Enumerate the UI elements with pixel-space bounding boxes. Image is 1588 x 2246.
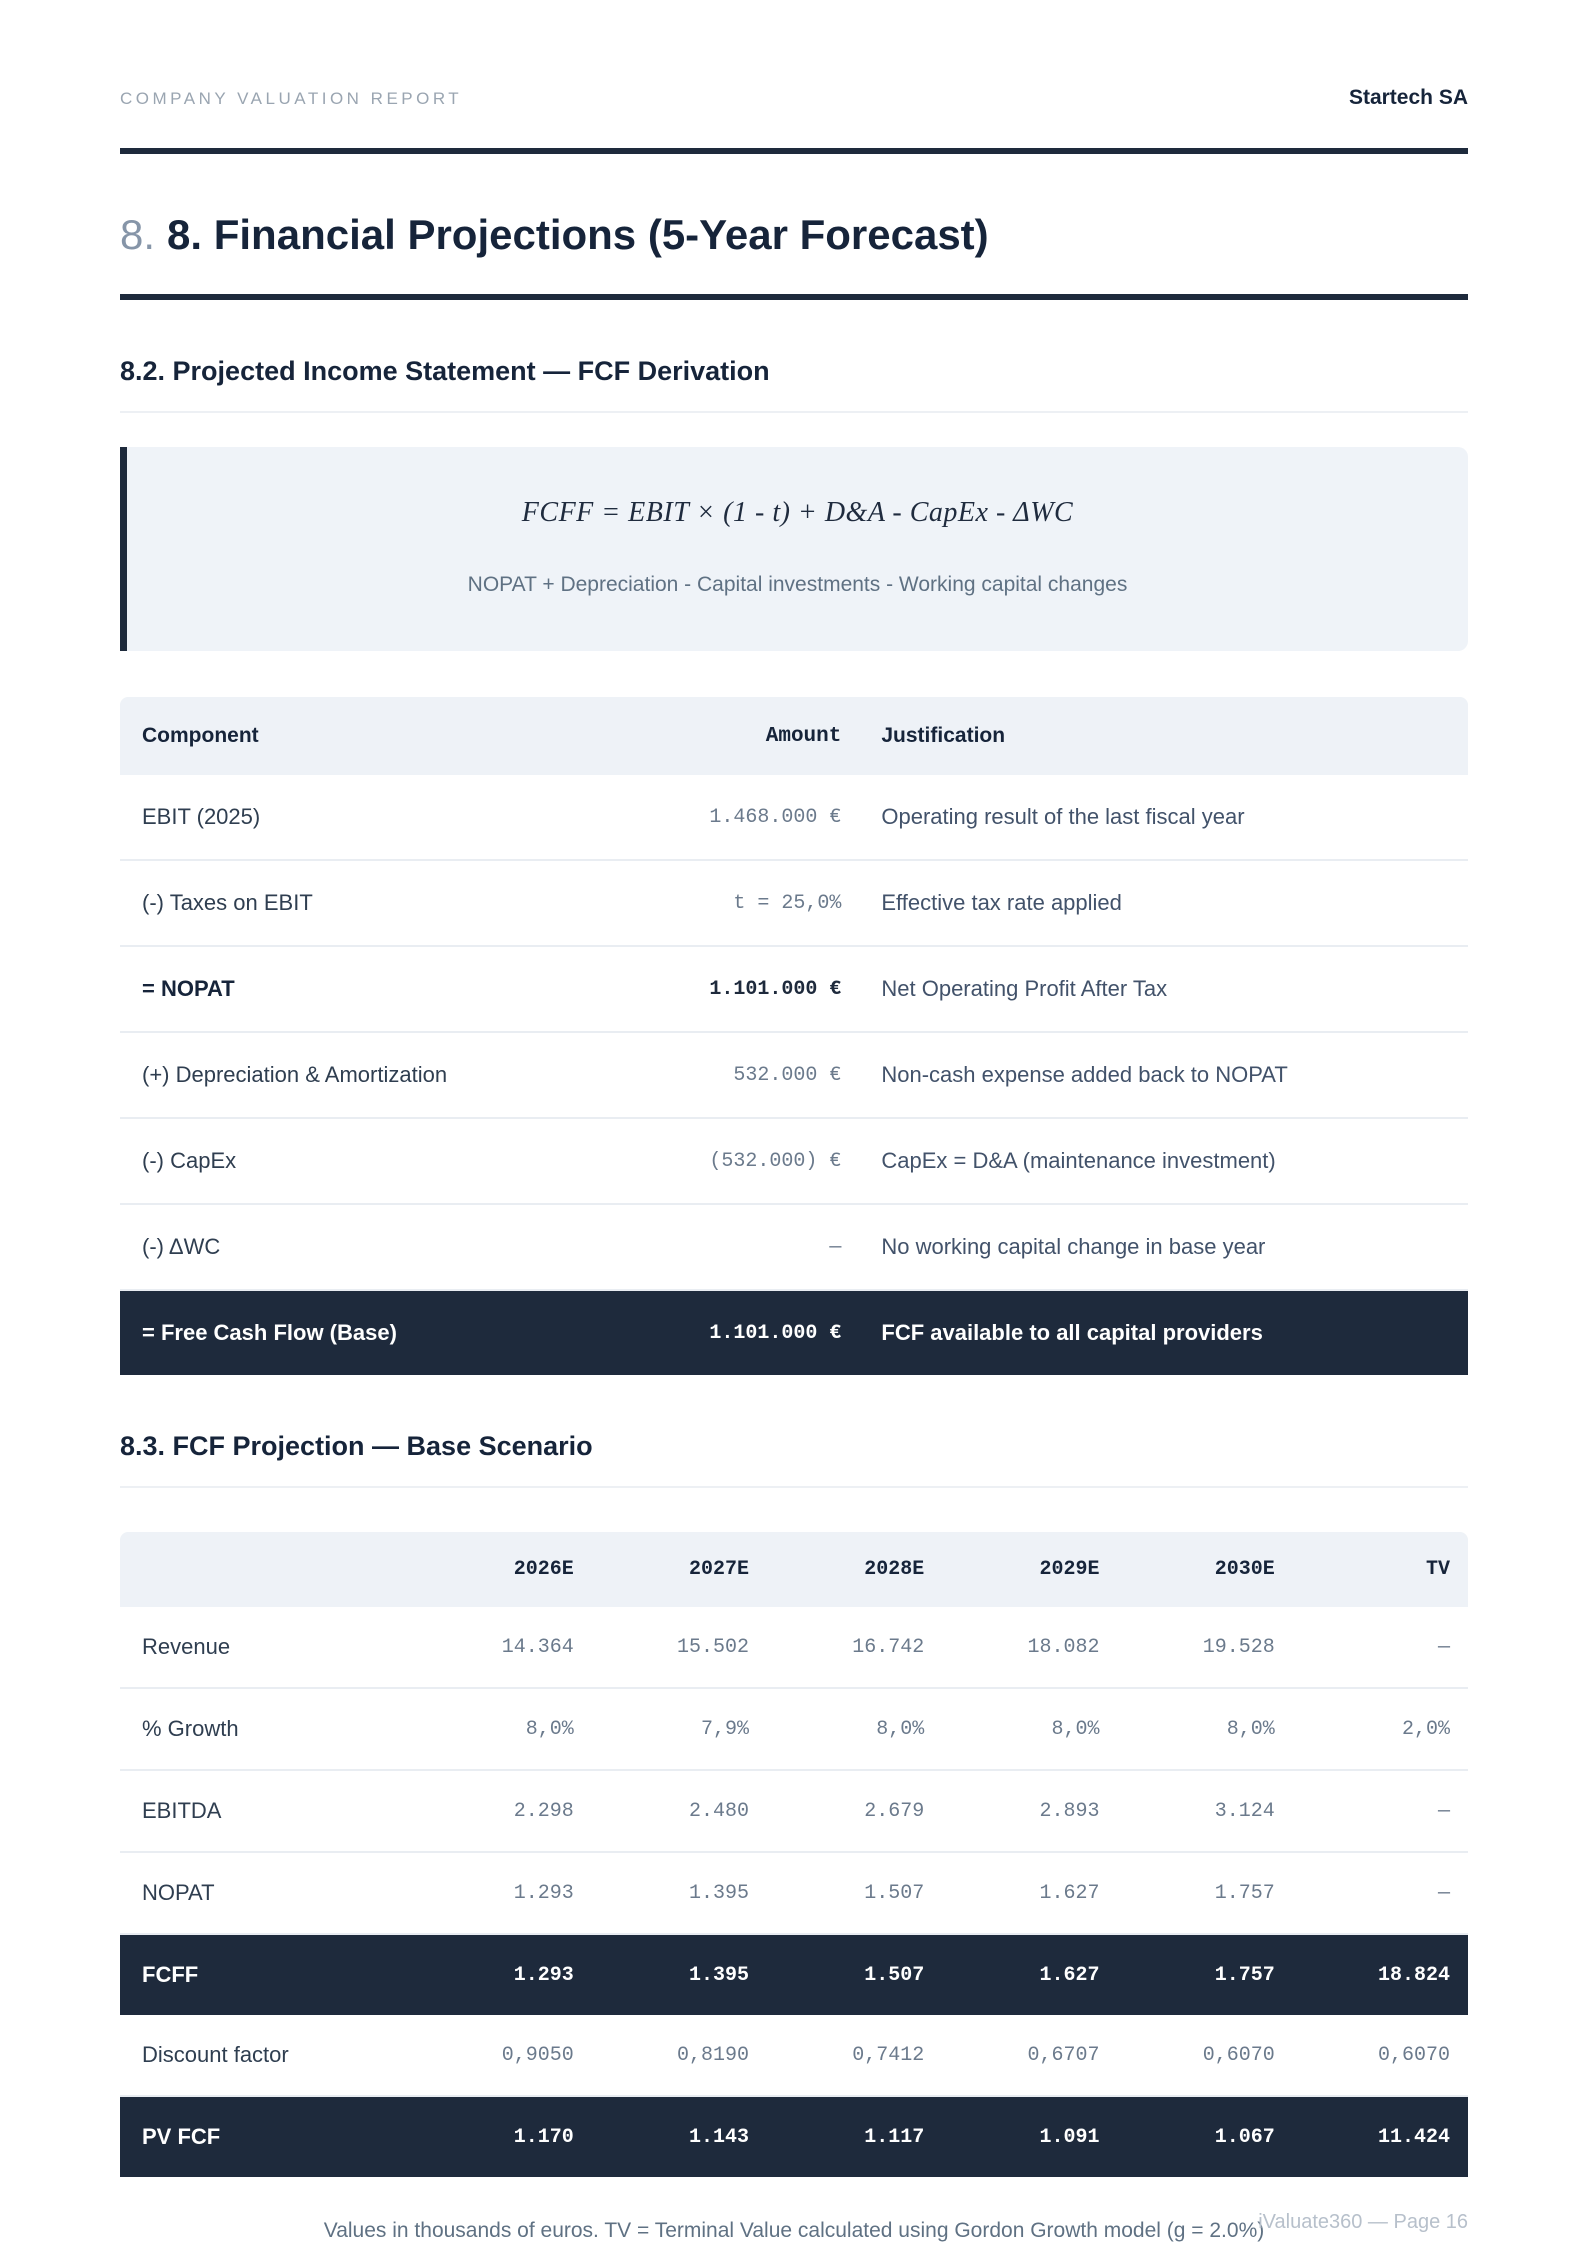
row-label: PV FCF [120, 2096, 417, 2177]
column-header-2028e: 2028E [767, 1532, 942, 1607]
projection-row-revenue [120, 1607, 1468, 1688]
row-label: EBITDA [120, 1770, 417, 1852]
justification-cell: Effective tax rate applied [861, 860, 1468, 946]
company-name: Startech SA [1348, 86, 1468, 109]
value-cell: 1.395 [592, 1934, 767, 2015]
value-cell: 0,6070 [1293, 2015, 1468, 2096]
justification-cell: Net Operating Profit After Tax [861, 946, 1468, 1032]
value-cell: 16.742 [767, 1607, 942, 1688]
column-header-2029e: 2029E [942, 1532, 1117, 1607]
component-cell: (-) Taxes on EBIT [120, 860, 605, 946]
value-cell: 8,0% [417, 1688, 592, 1770]
column-header-amount: Amount [605, 697, 861, 775]
value-cell: 2.679 [767, 1770, 942, 1852]
row-label: Discount factor [120, 2015, 417, 2096]
value-cell: 1.507 [767, 1852, 942, 1934]
justification-cell: CapEx = D&A (maintenance investment) [861, 1118, 1468, 1204]
value-cell: 1.091 [942, 2096, 1117, 2177]
amount-cell: t = 25,0% [605, 860, 861, 946]
value-cell: 18.082 [942, 1607, 1117, 1688]
page-title-text: 8. Financial Projections (5-Year Forecast) [167, 211, 989, 258]
component-cell: (-) ΔWC [120, 1204, 605, 1290]
component-cell: (-) CapEx [120, 1118, 605, 1204]
value-cell: 0,7412 [767, 2015, 942, 2096]
fcff-formula-caption: NOPAT + Depreciation - Capital investments - Working capital changes [467, 573, 1128, 597]
column-header-component: Component [120, 697, 605, 775]
projection-row-discount-factor [120, 2015, 1468, 2096]
value-cell: 0,9050 [417, 2015, 592, 2096]
component-cell: EBIT (2025) [120, 775, 605, 860]
value-cell: 1.143 [592, 2096, 767, 2177]
page-footer: iValuate360 — Page 16 [1258, 2211, 1468, 2233]
table-row [120, 1118, 1468, 1204]
value-cell: 1.293 [417, 1934, 592, 2015]
value-cell: 8,0% [767, 1688, 942, 1770]
justification-cell: FCF available to all capital providers [861, 1290, 1468, 1375]
justification-cell: Non-cash expense added back to NOPAT [861, 1032, 1468, 1118]
row-label: FCFF [120, 1934, 417, 2015]
value-cell: 2.893 [942, 1770, 1117, 1852]
amount-cell: 1.101.000 € [605, 946, 861, 1032]
value-cell: 2.480 [592, 1770, 767, 1852]
page-header [120, 0, 1468, 110]
row-label: NOPAT [120, 1852, 417, 1934]
value-cell: 15.502 [592, 1607, 767, 1688]
amount-cell: 532.000 € [605, 1032, 861, 1118]
table-row [120, 1032, 1468, 1118]
value-cell: 1.117 [767, 2096, 942, 2177]
value-cell: 8,0% [942, 1688, 1117, 1770]
table-row-nopat [120, 946, 1468, 1032]
projection-header-row [120, 1532, 1468, 1607]
value-cell: — [1293, 1852, 1468, 1934]
value-cell: — [1293, 1770, 1468, 1852]
column-header-empty [120, 1532, 417, 1607]
table-row [120, 1204, 1468, 1290]
column-header-tv: TV [1293, 1532, 1468, 1607]
section-heading-fcf-projection: 8.3. FCF Projection — Base Scenario [120, 1431, 593, 1462]
value-cell: 1.757 [1117, 1852, 1292, 1934]
value-cell: 1.395 [592, 1852, 767, 1934]
projection-row-pv-fcf [120, 2096, 1468, 2177]
component-cell: (+) Depreciation & Amortization [120, 1032, 605, 1118]
value-cell: 7,9% [592, 1688, 767, 1770]
value-cell: 0,6707 [942, 2015, 1117, 2096]
projection-row-nopat [120, 1852, 1468, 1934]
column-header-2030e: 2030E [1117, 1532, 1292, 1607]
value-cell: 1.507 [767, 1934, 942, 2015]
amount-cell: — [605, 1204, 861, 1290]
amount-cell: 1.468.000 € [605, 775, 861, 860]
section-divider [120, 411, 1468, 413]
row-label: Revenue [120, 1607, 417, 1688]
value-cell: 11.424 [1293, 2096, 1468, 2177]
value-cell: 1.627 [942, 1852, 1117, 1934]
table-row [120, 775, 1468, 860]
column-header-2026e: 2026E [417, 1532, 592, 1607]
page-title-number: 8. [120, 211, 156, 258]
projection-row-growth [120, 1688, 1468, 1770]
justification-cell: Operating result of the last fiscal year [861, 775, 1468, 860]
column-header-2027e: 2027E [592, 1532, 767, 1607]
value-cell: 1.627 [942, 1934, 1117, 2015]
amount-cell: (532.000) € [605, 1118, 861, 1204]
amount-cell: 1.101.000 € [605, 1290, 861, 1375]
value-cell: 2,0% [1293, 1688, 1468, 1770]
column-header-justification: Justification [861, 697, 1468, 775]
title-divider [120, 294, 1468, 300]
component-cell: = NOPAT [120, 946, 605, 1032]
projection-row-ebitda [120, 1770, 1468, 1852]
value-cell: 18.824 [1293, 1934, 1468, 2015]
table-header-row [120, 697, 1468, 775]
value-cell: 1.170 [417, 2096, 592, 2177]
fcf-projection-table [120, 1532, 1468, 2177]
header-divider [120, 148, 1468, 154]
justification-cell: No working capital change in base year [861, 1204, 1468, 1290]
value-cell: 1.757 [1117, 1934, 1292, 2015]
value-cell: 3.124 [1117, 1770, 1292, 1852]
row-label: % Growth [120, 1688, 417, 1770]
fcff-formula: FCFF = EBIT × (1 - t) + D&A - CapEx - ΔWC [521, 497, 1074, 529]
page-title [120, 212, 1468, 258]
projection-row-fcff [120, 1934, 1468, 2015]
value-cell: 8,0% [1117, 1688, 1292, 1770]
fcf-derivation-table [120, 697, 1468, 1375]
component-cell: = Free Cash Flow (Base) [120, 1290, 605, 1375]
value-cell: 0,8190 [592, 2015, 767, 2096]
table-row-free-cash-flow-total [120, 1290, 1468, 1375]
value-cell: 1.293 [417, 1852, 592, 1934]
report-type-label: COMPANY VALUATION REPORT [120, 89, 463, 108]
fcff-formula-callout [120, 447, 1468, 651]
value-cell: — [1293, 1607, 1468, 1688]
value-cell: 1.067 [1117, 2096, 1292, 2177]
value-cell: 19.528 [1117, 1607, 1292, 1688]
table-footnote: Values in thousands of euros. TV = Terminal Value calculated using Gordon Growth model (g = 2.0%) [323, 2219, 1265, 2243]
table-row [120, 860, 1468, 946]
value-cell: 14.364 [417, 1607, 592, 1688]
section-divider [120, 1486, 1468, 1488]
value-cell: 0,6070 [1117, 2015, 1292, 2096]
section-heading-fcf-derivation: 8.2. Projected Income Statement — FCF Derivation [120, 356, 770, 387]
value-cell: 2.298 [417, 1770, 592, 1852]
